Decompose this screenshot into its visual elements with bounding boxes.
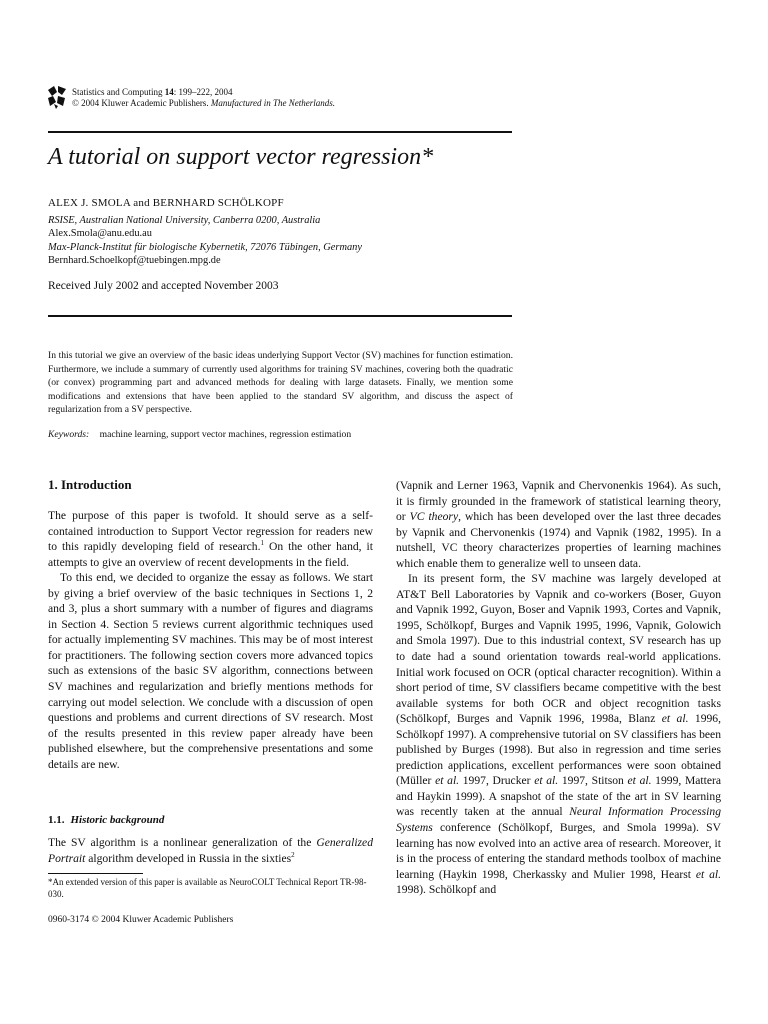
email-2: Bernhard.Schoelkopf@tuebingen.mpg.de bbox=[48, 255, 221, 267]
section-heading-introduction: 1. Introduction bbox=[48, 477, 132, 492]
paragraph: The purpose of this paper is twofold. It should serve as a self-contained introduction to Support Vector regression for readers new to this rapidly developing field of research.$^1$ On the other hand, it attempts to give an overview of recent developments in the field. bbox=[48, 509, 373, 569]
paragraph: In its present form, the SV machine was largely developed at AT&T Bell Laboratories by Vapnik and co-workers (Boser, Guyon and Vapnik 1992, Guyon, Boser and Vapnik 1993, Cortes and Vapnik, 1995, Schölkopf, Burges and Vapnik 1995, 1996, Vapnik, Golowich and Smola 1997). Due to this industrial context, SV research has up to date had a sound orientation towards real-world applications. Initial work focused on OCR (optical character recognition). Within a short period of time, SV classifiers became competitive with the best available systems for both OCR and object recognition tasks (Schölkopf, Burges and Vapnik 1996, 1998a, Blanz et al. 1996, Schölkopf 1997). A comprehensive tutorial on SV classifiers has been published by Burges (1998). But also in regression and time series prediction applications, excellent performances were soon obtained (Müller et al. 1997, Drucker et al. 1997, Stitson et al. 1999, Mattera and Haykin 1999). A snapshot of the state of the art in SV learning was recently taken at the annual Neural Information Processing Systems conference (Schölkopf, Burges, and Smola 1999a). SV learning has now evolved into an active area of research. Moreover, it is in the process of entering the standard methods toolbox of machine learning (Haykin 1998, Cherkassky and Mulier 1998, Hearst et al. 1998). Schölkopf and bbox=[396, 572, 721, 897]
paragraph: (Vapnik and Lerner 1963, Vapnik and Chervonenkis 1964). As such, it is firmly grounded in the framework of statistical learning theory, or VC theory, which has been developed over the last three decades by Vapnik and Chervonenkis (1974) and Vapnik (1982, 1995). In a nutshell, VC theory characterizes properties of learning machines which enable them to generalize well to unseen data. bbox=[396, 479, 721, 570]
email-1: Alex.Smola@anu.edu.au bbox=[48, 228, 152, 240]
issn-line: 0960-3174 © 2004 Kluwer Academic Publishers bbox=[48, 915, 234, 925]
received-date: Received July 2002 and accepted November 2003 bbox=[48, 280, 279, 292]
keywords bbox=[48, 429, 351, 440]
subsection-heading: 1.1. Historic background bbox=[48, 814, 165, 826]
paper-authors: ALEX J. SMOLA and BERNHARD SCHÖLKOPF bbox=[48, 197, 284, 209]
affiliation-1: RSISE, Australian National University, Canberra 0200, Australia bbox=[48, 215, 321, 226]
journal-copyright: © 2004 Kluwer Academic Publishers. Manufactured in The Netherlands. bbox=[72, 98, 335, 108]
top-rule bbox=[48, 131, 512, 133]
keywords-list: machine learning, support vector machines, regression estimation bbox=[99, 429, 352, 440]
journal-info bbox=[72, 87, 335, 109]
paragraph: The SV algorithm is a nonlinear generalization of the Generalized Portrait algorithm developed in Russia in the sixties$^2$ bbox=[48, 836, 373, 865]
affiliations bbox=[48, 214, 362, 268]
footnote-rule bbox=[48, 873, 143, 874]
journal-citation: Statistics and Computing 14: 199–222, 2004 bbox=[72, 87, 233, 97]
affiliation-2: Max-Planck-Institut für biologische Kybernetik, 72076 Tübingen, Germany bbox=[48, 241, 362, 253]
left-column-history bbox=[48, 835, 373, 866]
paragraph: To this end, we decided to organize the essay as follows. We start by giving a brief overview of the basic techniques in Sections 1, 2 and 3, plus a short summary with a number of figures and diagrams in Section 4. Section 5 reviews current algorithmic techniques used for actually implementing SV machines. This may be of most interest for practitioners. The following section covers more advanced topics such as extensions of the basic SV algorithm, connections between SV machines and regularization and briefly mentions methods for carrying out model selection. We conclude with a discussion of open questions and problems and current directions of SV research. Most of the results presented in this review paper already have been published elsewhere, but the comprehensive presentations and some details are new. bbox=[48, 571, 373, 771]
right-column bbox=[396, 478, 721, 898]
publisher-logo-icon bbox=[46, 84, 68, 110]
abstract-rule bbox=[48, 315, 512, 317]
paper-title: A tutorial on support vector regression* bbox=[48, 144, 434, 170]
left-column-intro bbox=[48, 508, 373, 772]
keywords-label: Keywords: bbox=[48, 429, 90, 440]
abstract: In this tutorial we give an overview of the basic ideas underlying Support Vector (SV) machines for function estimation. Furthermore, we include a summary of currently used algorithms for training SV machines, covering both the quadratic (or convex) programming part and advanced methods for dealing with large datasets. Finally, we mention some modifications and extensions that have been applied to the standard SV algorithm, and discuss the aspect of regularization from a SV perspective. bbox=[48, 350, 513, 416]
footnote: *An extended version of this paper is available as NeuroCOLT Technical Report TR-98-030. bbox=[48, 877, 367, 899]
